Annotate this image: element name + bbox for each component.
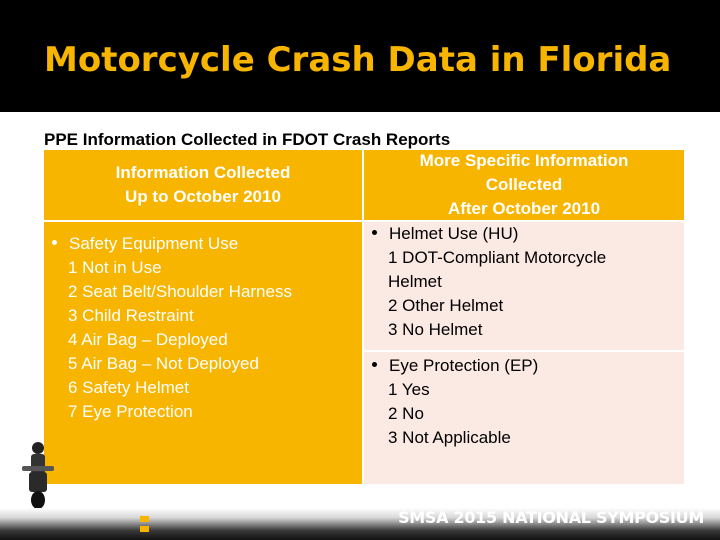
- bullet-label: Eye Protection (EP): [389, 356, 539, 375]
- body-cell-right-eye: [364, 352, 684, 484]
- list-item: 6 Safety Helmet: [68, 378, 189, 397]
- header-cell-right: [364, 150, 684, 220]
- list-item: 2 Seat Belt/Shoulder Harness: [68, 282, 292, 301]
- list-item: 3 Not Applicable: [388, 428, 511, 447]
- list-item: 1 Yes: [388, 380, 430, 399]
- bullet-safety-equipment: [52, 232, 238, 256]
- list-item: 1 Not in Use: [68, 258, 162, 277]
- list-item: 2 Other Helmet: [388, 296, 504, 315]
- slide-subtitle: PPE Information Collected in FDOT Crash Reports: [44, 130, 451, 149]
- title-bar: [0, 0, 720, 112]
- list-item: 3 No Helmet: [388, 320, 483, 339]
- helmet-use-list: [388, 246, 606, 342]
- bullet-helmet-use: [372, 222, 518, 246]
- road-stripe: [140, 516, 149, 522]
- header-cell-left: [44, 150, 362, 220]
- list-item: 4 Air Bag – Deployed: [68, 330, 228, 349]
- bullet-icon: [372, 362, 377, 367]
- bullet-eye-protection: [372, 354, 538, 378]
- body-cell-right-helmet: [364, 222, 684, 350]
- list-item: 2 No: [388, 404, 424, 423]
- road-stripe: [140, 526, 149, 532]
- list-item: 1 DOT-Compliant Motorcycle: [388, 248, 607, 267]
- motorcycle-rider-icon: [18, 440, 58, 510]
- bullet-icon: [372, 230, 377, 235]
- slide-title: Motorcycle Crash Data in Florida: [44, 40, 672, 80]
- body-cell-left: [44, 222, 362, 484]
- ppe-comparison-table: [44, 150, 684, 484]
- column-header-after-2010: More Specific Information Collected After October 2010: [419, 151, 629, 218]
- list-item: Helmet: [388, 272, 442, 291]
- list-item: 7 Eye Protection: [68, 402, 193, 421]
- safety-equipment-list: [68, 256, 292, 424]
- bullet-icon: [52, 240, 57, 245]
- list-item: 3 Child Restraint: [68, 306, 194, 325]
- list-item: 5 Air Bag – Not Deployed: [68, 354, 259, 373]
- eye-protection-list: [388, 378, 511, 450]
- column-header-before-2010: Information Collected Up to October 2010: [115, 163, 291, 206]
- footer-label: SMSA 2015 NATIONAL SYMPOSIUM: [398, 508, 704, 527]
- bullet-label: Safety Equipment Use: [69, 234, 239, 253]
- bullet-label: Helmet Use (HU): [389, 224, 519, 243]
